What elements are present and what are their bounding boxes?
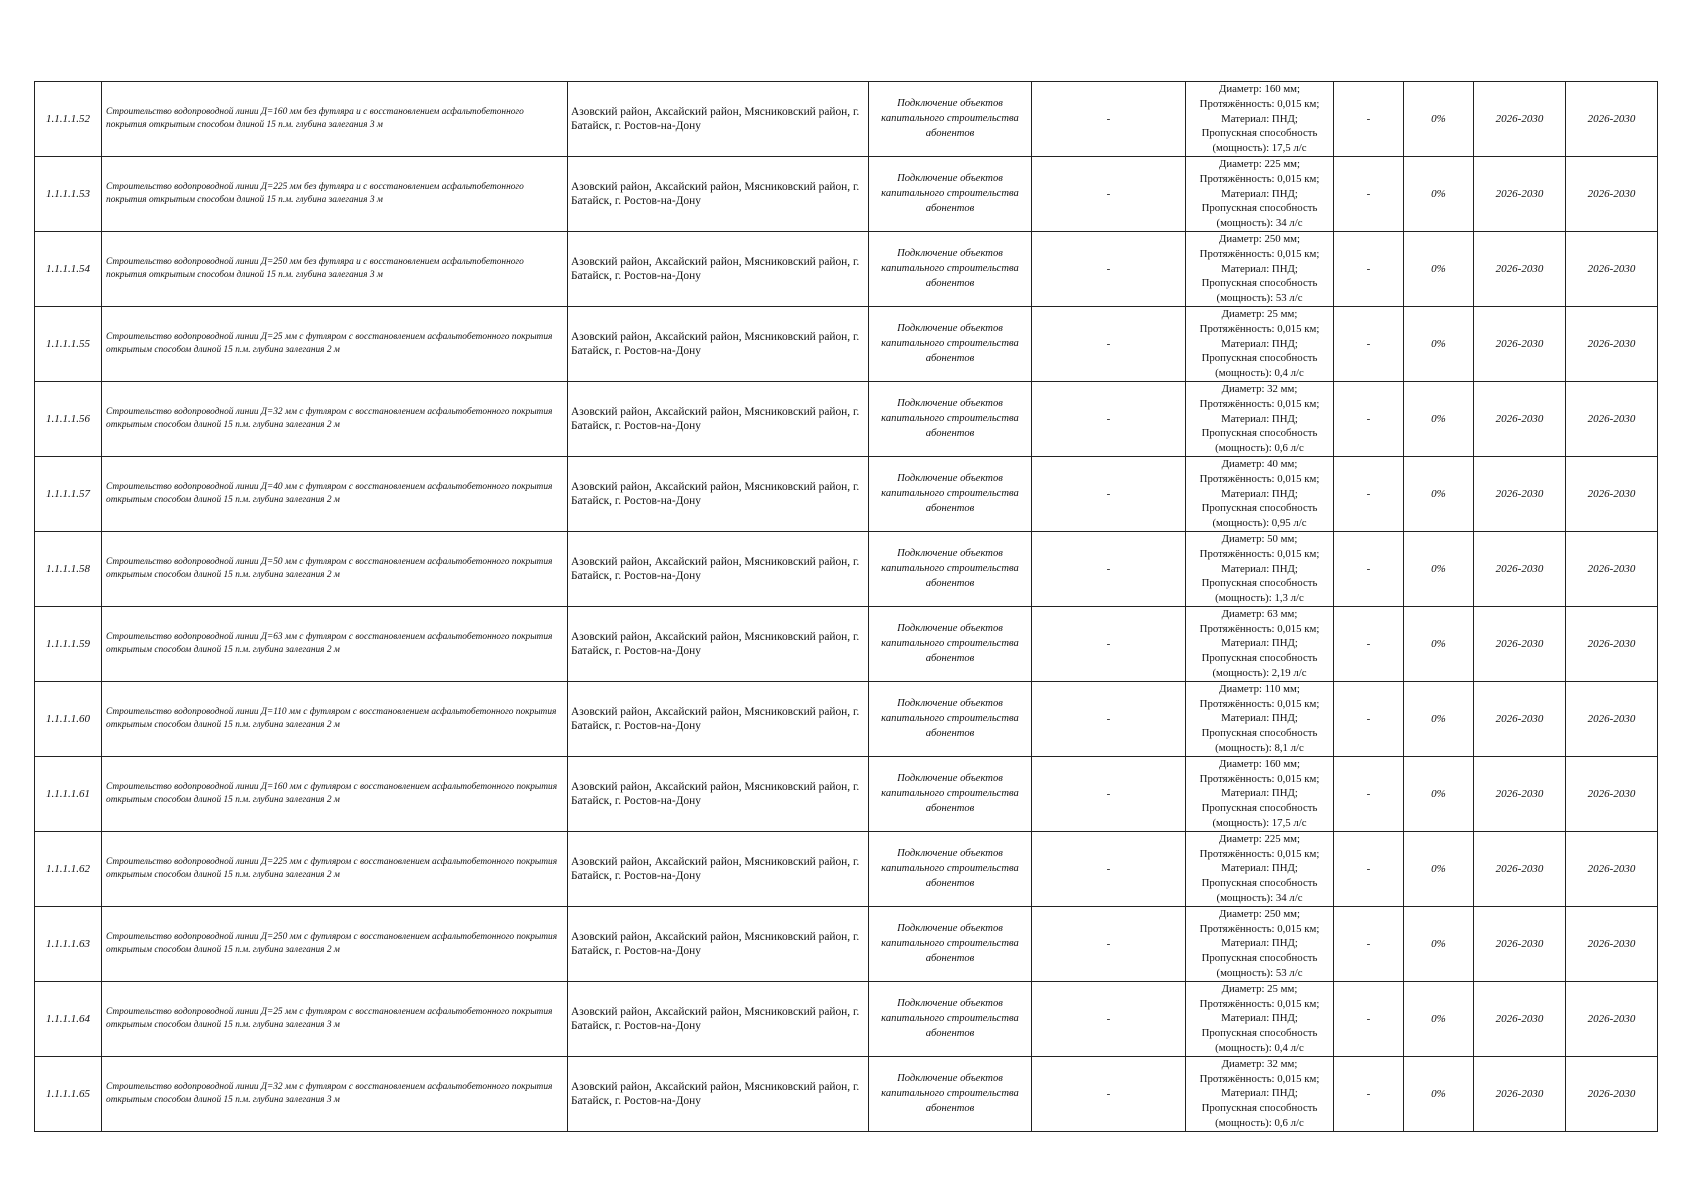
project-location: Азовский район, Аксайский район, Мясниковский район, г. Батайск, г. Ростов-на-Дону (568, 306, 869, 381)
implementation-period: 2026-2030 (1474, 156, 1566, 231)
implementation-period: 2026-2030 (1474, 831, 1566, 906)
item-number: 1.1.1.1.53 (35, 156, 102, 231)
technical-parameters (1186, 306, 1334, 381)
completion-percent: 0% (1404, 82, 1474, 157)
completion-percent: 0% (1404, 156, 1474, 231)
item-number: 1.1.1.1.63 (35, 906, 102, 981)
param-length: Протяжённость: 0,015 км; (1199, 847, 1320, 860)
item-number: 1.1.1.1.52 (35, 82, 102, 157)
param-capacity-label: Пропускная способность (1201, 202, 1318, 215)
financing-period: 2026-2030 (1566, 381, 1658, 456)
param-material: Материал: ПНД; (1221, 187, 1298, 200)
project-name: Строительство водопроводной линии Д=50 мм с футляром с восстановлением асфальтобетонного покрытия открытым способом длиной 15 п.м. глубина залегания 2 м (102, 531, 568, 606)
project-name: Строительство водопроводной линии Д=225 мм без футляра и с восстановлением асфальтобетонного покрытия открытым способом длиной 15 п.м. глубина залегания 3 м (102, 156, 568, 231)
financing-period: 2026-2030 (1566, 156, 1658, 231)
empty-value-cell: - (1334, 531, 1404, 606)
param-length: Протяжённость: 0,015 км; (1199, 322, 1320, 335)
param-diameter: Диаметр: 225 мм; (1218, 832, 1301, 845)
completion-percent: 0% (1404, 381, 1474, 456)
completion-percent: 0% (1404, 981, 1474, 1056)
technical-parameters (1186, 231, 1334, 306)
param-material: Материал: ПНД; (1221, 112, 1298, 125)
empty-value-cell: - (1334, 156, 1404, 231)
param-length: Протяжённость: 0,015 км; (1199, 997, 1320, 1010)
implementation-period: 2026-2030 (1474, 306, 1566, 381)
table-body (35, 82, 1658, 1132)
param-capacity-label: Пропускная способность (1201, 1102, 1318, 1115)
completion-percent: 0% (1404, 681, 1474, 756)
project-name: Строительство водопроводной линии Д=32 мм с футляром с восстановлением асфальтобетонного покрытия открытым способом длиной 15 п.м. глубина залегания 2 м (102, 381, 568, 456)
item-number: 1.1.1.1.56 (35, 381, 102, 456)
project-name: Строительство водопроводной линии Д=25 мм с футляром с восстановлением асфальтобетонного покрытия открытым способом длиной 15 п.м. глубина залегания 2 м (102, 306, 568, 381)
project-location: Азовский район, Аксайский район, Мясниковский район, г. Батайск, г. Ростов-на-Дону (568, 981, 869, 1056)
param-diameter: Диаметр: 25 мм; (1221, 982, 1298, 995)
param-capacity-value: (мощность): 0,6 л/с (1215, 1116, 1304, 1129)
project-location: Азовский район, Аксайский район, Мясниковский район, г. Батайск, г. Ростов-на-Дону (568, 231, 869, 306)
project-location: Азовский район, Аксайский район, Мясниковский район, г. Батайск, г. Ростов-на-Дону (568, 381, 869, 456)
param-capacity-label: Пропускная способность (1201, 802, 1318, 815)
empty-value-cell: - (1032, 606, 1186, 681)
table-row (35, 156, 1658, 231)
technical-parameters (1186, 981, 1334, 1056)
project-name: Строительство водопроводной линии Д=110 мм с футляром с восстановлением асфальтобетонного покрытия открытым способом длиной 15 п.м. глубина залегания 2 м (102, 681, 568, 756)
financing-period: 2026-2030 (1566, 231, 1658, 306)
project-purpose: Подключение объектов капитального строительства абонентов (869, 756, 1032, 831)
project-location: Азовский район, Аксайский район, Мясниковский район, г. Батайск, г. Ростов-на-Дону (568, 681, 869, 756)
project-location: Азовский район, Аксайский район, Мясниковский район, г. Батайск, г. Ростов-на-Дону (568, 606, 869, 681)
empty-value-cell: - (1032, 306, 1186, 381)
project-location: Азовский район, Аксайский район, Мясниковский район, г. Батайск, г. Ростов-на-Дону (568, 831, 869, 906)
param-capacity-value: (мощность): 0,6 л/с (1215, 442, 1304, 455)
project-purpose: Подключение объектов капитального строительства абонентов (869, 456, 1032, 531)
item-number: 1.1.1.1.60 (35, 681, 102, 756)
project-purpose: Подключение объектов капитального строительства абонентов (869, 831, 1032, 906)
implementation-period: 2026-2030 (1474, 756, 1566, 831)
param-diameter: Диаметр: 63 мм; (1221, 607, 1298, 620)
completion-percent: 0% (1404, 531, 1474, 606)
param-material: Материал: ПНД; (1221, 637, 1298, 650)
param-length: Протяжённость: 0,015 км; (1199, 172, 1320, 185)
project-name: Строительство водопроводной линии Д=250 мм без футляра и с восстановлением асфальтобетонного покрытия открытым способом длиной 15 п.м. глубина залегания 3 м (102, 231, 568, 306)
param-diameter: Диаметр: 250 мм; (1218, 907, 1301, 920)
project-location: Азовский район, Аксайский район, Мясниковский район, г. Батайск, г. Ростов-на-Дону (568, 1056, 869, 1131)
project-location: Азовский район, Аксайский район, Мясниковский район, г. Батайск, г. Ростов-на-Дону (568, 156, 869, 231)
item-number: 1.1.1.1.57 (35, 456, 102, 531)
implementation-period: 2026-2030 (1474, 82, 1566, 157)
param-material: Материал: ПНД; (1221, 562, 1298, 575)
table-row (35, 531, 1658, 606)
item-number: 1.1.1.1.65 (35, 1056, 102, 1131)
implementation-period: 2026-2030 (1474, 1056, 1566, 1131)
table-row (35, 381, 1658, 456)
empty-value-cell: - (1334, 456, 1404, 531)
project-purpose: Подключение объектов капитального строительства абонентов (869, 681, 1032, 756)
empty-value-cell: - (1032, 981, 1186, 1056)
param-material: Материал: ПНД; (1221, 787, 1298, 800)
item-number: 1.1.1.1.64 (35, 981, 102, 1056)
empty-value-cell: - (1334, 306, 1404, 381)
table-row (35, 906, 1658, 981)
project-location: Азовский район, Аксайский район, Мясниковский район, г. Батайск, г. Ростов-на-Дону (568, 82, 869, 157)
param-capacity-label: Пропускная способность (1201, 727, 1318, 740)
param-capacity-value: (мощность): 1,3 л/с (1215, 592, 1304, 605)
project-location: Азовский район, Аксайский район, Мясниковский район, г. Батайск, г. Ростов-на-Дону (568, 531, 869, 606)
empty-value-cell: - (1032, 906, 1186, 981)
financing-period: 2026-2030 (1566, 831, 1658, 906)
technical-parameters (1186, 82, 1334, 157)
financing-period: 2026-2030 (1566, 456, 1658, 531)
empty-value-cell: - (1334, 831, 1404, 906)
param-diameter: Диаметр: 160 мм; (1218, 757, 1301, 770)
empty-value-cell: - (1334, 606, 1404, 681)
implementation-period: 2026-2030 (1474, 606, 1566, 681)
item-number: 1.1.1.1.58 (35, 531, 102, 606)
project-location: Азовский район, Аксайский район, Мясниковский район, г. Батайск, г. Ростов-на-Дону (568, 756, 869, 831)
implementation-period: 2026-2030 (1474, 981, 1566, 1056)
param-material: Материал: ПНД; (1221, 712, 1298, 725)
financing-period: 2026-2030 (1566, 606, 1658, 681)
empty-value-cell: - (1032, 381, 1186, 456)
empty-value-cell: - (1334, 906, 1404, 981)
technical-parameters (1186, 156, 1334, 231)
param-length: Протяжённость: 0,015 км; (1199, 397, 1320, 410)
technical-parameters (1186, 606, 1334, 681)
param-length: Протяжённость: 0,015 км; (1199, 1072, 1320, 1085)
empty-value-cell: - (1334, 681, 1404, 756)
param-capacity-value: (мощность): 8,1 л/с (1215, 742, 1304, 755)
param-material: Материал: ПНД; (1221, 412, 1298, 425)
table-row (35, 981, 1658, 1056)
empty-value-cell: - (1334, 756, 1404, 831)
financing-period: 2026-2030 (1566, 981, 1658, 1056)
technical-parameters (1186, 756, 1334, 831)
table-row (35, 606, 1658, 681)
empty-value-cell: - (1032, 156, 1186, 231)
technical-parameters (1186, 906, 1334, 981)
param-material: Материал: ПНД; (1221, 487, 1298, 500)
financing-period: 2026-2030 (1566, 906, 1658, 981)
financing-period: 2026-2030 (1566, 306, 1658, 381)
param-length: Протяжённость: 0,015 км; (1199, 547, 1320, 560)
completion-percent: 0% (1404, 306, 1474, 381)
param-capacity-label: Пропускная способность (1201, 952, 1318, 965)
item-number: 1.1.1.1.54 (35, 231, 102, 306)
param-capacity-value: (мощность): 0,95 л/с (1212, 517, 1307, 530)
param-material: Материал: ПНД; (1221, 337, 1298, 350)
completion-percent: 0% (1404, 906, 1474, 981)
project-purpose: Подключение объектов капитального строительства абонентов (869, 156, 1032, 231)
param-capacity-value: (мощность): 0,4 л/с (1215, 367, 1304, 380)
param-capacity-value: (мощность): 2,19 л/с (1212, 667, 1307, 680)
table-row (35, 1056, 1658, 1131)
empty-value-cell: - (1334, 1056, 1404, 1131)
financing-period: 2026-2030 (1566, 1056, 1658, 1131)
empty-value-cell: - (1334, 381, 1404, 456)
param-diameter: Диаметр: 40 мм; (1221, 457, 1298, 470)
technical-parameters (1186, 831, 1334, 906)
implementation-period: 2026-2030 (1474, 906, 1566, 981)
param-capacity-label: Пропускная способность (1201, 577, 1318, 590)
project-name: Строительство водопроводной линии Д=40 мм с футляром с восстановлением асфальтобетонного покрытия открытым способом длиной 15 п.м. глубина залегания 2 м (102, 456, 568, 531)
param-capacity-label: Пропускная способность (1201, 652, 1318, 665)
param-capacity-label: Пропускная способность (1201, 277, 1318, 290)
param-diameter: Диаметр: 32 мм; (1221, 1057, 1298, 1070)
implementation-period: 2026-2030 (1474, 681, 1566, 756)
project-name: Строительство водопроводной линии Д=25 мм с футляром с восстановлением асфальтобетонного покрытия открытым способом длиной 15 п.м. глубина залегания 3 м (102, 981, 568, 1056)
completion-percent: 0% (1404, 1056, 1474, 1131)
param-diameter: Диаметр: 110 мм; (1219, 682, 1300, 695)
empty-value-cell: - (1032, 1056, 1186, 1131)
project-purpose: Подключение объектов капитального строительства абонентов (869, 981, 1032, 1056)
implementation-period: 2026-2030 (1474, 231, 1566, 306)
item-number: 1.1.1.1.62 (35, 831, 102, 906)
project-name: Строительство водопроводной линии Д=250 мм с футляром с восстановлением асфальтобетонного покрытия открытым способом длиной 15 п.м. глубина залегания 2 м (102, 906, 568, 981)
item-number: 1.1.1.1.61 (35, 756, 102, 831)
param-diameter: Диаметр: 250 мм; (1218, 232, 1301, 245)
completion-percent: 0% (1404, 456, 1474, 531)
project-purpose: Подключение объектов капитального строительства абонентов (869, 606, 1032, 681)
project-purpose: Подключение объектов капитального строительства абонентов (869, 906, 1032, 981)
param-material: Материал: ПНД; (1221, 1012, 1298, 1025)
financing-period: 2026-2030 (1566, 531, 1658, 606)
project-purpose: Подключение объектов капитального строительства абонентов (869, 1056, 1032, 1131)
table-row (35, 306, 1658, 381)
param-length: Протяжённость: 0,015 км; (1199, 622, 1320, 635)
param-capacity-value: (мощность): 0,4 л/с (1215, 1042, 1304, 1054)
project-name: Строительство водопроводной линии Д=225 мм с футляром с восстановлением асфальтобетонного покрытия открытым способом длиной 15 п.м. глубина залегания 2 м (102, 831, 568, 906)
param-material: Материал: ПНД; (1221, 937, 1298, 950)
param-length: Протяжённость: 0,015 км; (1199, 247, 1320, 260)
empty-value-cell: - (1334, 231, 1404, 306)
empty-value-cell: - (1334, 981, 1404, 1056)
param-material: Материал: ПНД; (1221, 262, 1298, 275)
param-capacity-label: Пропускная способность (1201, 877, 1318, 890)
technical-parameters (1186, 381, 1334, 456)
implementation-period: 2026-2030 (1474, 381, 1566, 456)
project-purpose: Подключение объектов капитального строительства абонентов (869, 381, 1032, 456)
completion-percent: 0% (1404, 756, 1474, 831)
param-diameter: Диаметр: 225 мм; (1218, 157, 1301, 170)
param-length: Протяжённость: 0,015 км; (1199, 772, 1320, 785)
param-diameter: Диаметр: 25 мм; (1221, 307, 1298, 320)
project-name: Строительство водопроводной линии Д=32 мм с футляром с восстановлением асфальтобетонного покрытия открытым способом длиной 15 п.м. глубина залегания 3 м (102, 1056, 568, 1131)
project-location: Азовский район, Аксайский район, Мясниковский район, г. Батайск, г. Ростов-на-Дону (568, 906, 869, 981)
param-capacity-label: Пропускная способность (1201, 352, 1318, 365)
project-name: Строительство водопроводной линии Д=160 мм без футляра и с восстановлением асфальтобетонного покрытия открытым способом длиной 15 п.м. глубина залегания 3 м (102, 82, 568, 157)
param-length: Протяжённость: 0,015 км; (1199, 697, 1320, 710)
project-name: Строительство водопроводной линии Д=160 мм с футляром с восстановлением асфальтобетонного покрытия открытым способом длиной 15 п.м. глубина залегания 2 м (102, 756, 568, 831)
project-purpose: Подключение объектов капитального строительства абонентов (869, 531, 1032, 606)
param-material: Материал: ПНД; (1221, 1087, 1298, 1100)
param-capacity-value: (мощность): 34 л/с (1216, 892, 1303, 905)
project-name: Строительство водопроводной линии Д=63 мм с футляром с восстановлением асфальтобетонного покрытия открытым способом длиной 15 п.м. глубина залегания 2 м (102, 606, 568, 681)
technical-parameters (1186, 681, 1334, 756)
implementation-period: 2026-2030 (1474, 531, 1566, 606)
empty-value-cell: - (1032, 456, 1186, 531)
financing-period: 2026-2030 (1566, 681, 1658, 756)
param-capacity-value: (мощность): 34 л/с (1216, 217, 1303, 230)
project-location: Азовский район, Аксайский район, Мясниковский район, г. Батайск, г. Ростов-на-Дону (568, 456, 869, 531)
technical-parameters (1186, 456, 1334, 531)
completion-percent: 0% (1404, 231, 1474, 306)
technical-parameters (1186, 531, 1334, 606)
param-capacity-label: Пропускная способность (1201, 427, 1318, 440)
empty-value-cell: - (1032, 756, 1186, 831)
implementation-period: 2026-2030 (1474, 456, 1566, 531)
param-length: Протяжённость: 0,015 км; (1199, 922, 1320, 935)
param-diameter: Диаметр: 32 мм; (1221, 382, 1298, 395)
empty-value-cell: - (1032, 531, 1186, 606)
item-number: 1.1.1.1.55 (35, 306, 102, 381)
table-row (35, 756, 1658, 831)
table-row (35, 231, 1658, 306)
param-capacity-label: Пропускная способность (1201, 127, 1318, 140)
completion-percent: 0% (1404, 831, 1474, 906)
empty-value-cell: - (1032, 681, 1186, 756)
technical-parameters (1186, 1056, 1334, 1131)
empty-value-cell: - (1032, 231, 1186, 306)
project-purpose: Подключение объектов капитального строительства абонентов (869, 306, 1032, 381)
param-capacity-value: (мощность): 17,5 л/с (1212, 142, 1307, 155)
param-capacity-value: (мощность): 53 л/с (1216, 967, 1303, 980)
table-row (35, 831, 1658, 906)
param-capacity-label: Пропускная способность (1201, 502, 1318, 515)
param-diameter: Диаметр: 50 мм; (1221, 532, 1298, 545)
param-capacity-value: (мощность): 53 л/с (1216, 292, 1303, 305)
param-capacity-label: Пропускная способность (1201, 1027, 1318, 1040)
empty-value-cell: - (1032, 82, 1186, 157)
financing-period: 2026-2030 (1566, 82, 1658, 157)
param-length: Протяжённость: 0,015 км; (1199, 472, 1320, 485)
table-row (35, 681, 1658, 756)
empty-value-cell: - (1334, 82, 1404, 157)
param-capacity-value: (мощность): 17,5 л/с (1212, 817, 1307, 830)
param-material: Материал: ПНД; (1221, 862, 1298, 875)
param-length: Протяжённость: 0,015 км; (1199, 97, 1320, 110)
table-row (35, 456, 1658, 531)
completion-percent: 0% (1404, 606, 1474, 681)
table-row (35, 82, 1658, 157)
param-diameter: Диаметр: 160 мм; (1218, 83, 1301, 95)
item-number: 1.1.1.1.59 (35, 606, 102, 681)
financing-period: 2026-2030 (1566, 756, 1658, 831)
project-purpose: Подключение объектов капитального строительства абонентов (869, 231, 1032, 306)
project-purpose: Подключение объектов капитального строительства абонентов (869, 82, 1032, 157)
empty-value-cell: - (1032, 831, 1186, 906)
investment-program-table (34, 81, 1658, 1132)
